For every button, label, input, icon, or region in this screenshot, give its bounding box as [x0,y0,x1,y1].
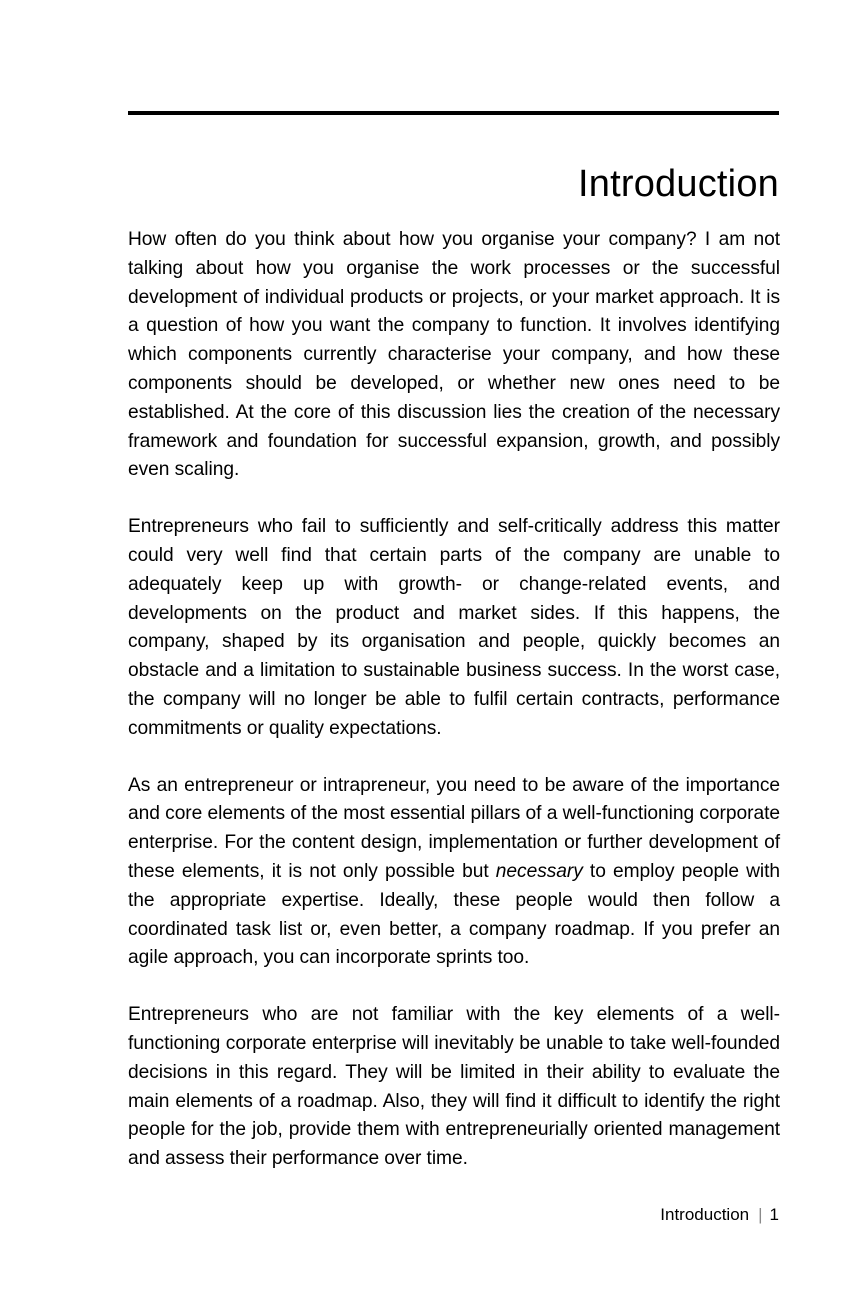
header-rule [128,111,779,115]
paragraph-1-run-1: How often do you think about how you organise your company? I am not talking about how you organise the work processes or the successful development of individual products or projects, or your market approach. It is a question of how you want the company to function. It involves identifying which components currently characterise your company, and how these components should be developed, or whether new ones need to be established. At the core of this discussion lies the creation of the necessary framework and foundation for successful expansion, growth, and possibly even scaling. [128,229,780,481]
paragraph-3-emphasis: necessary [495,860,583,882]
body-text [128,226,780,1174]
footer-chapter-label: Introduction [660,1205,750,1224]
paragraph-3 [128,772,780,974]
page-title: Introduction [578,163,779,206]
paragraph-3-run-3: to employ people with the appropriate expertise. Ideally, these people would then follow a coordinated task list or, even better, a company roadmap. If you prefer an agile approach, you can incorporate sprints too. [128,860,781,969]
page-footer [128,1204,779,1226]
page-number: 1 [769,1205,779,1224]
paragraph-4-run-1: Entrepreneurs who are not familiar with the key elements of a well-functioning corporate enterprise will inevitably be unable to take well-founded decisions in this regard. They will be limited in their ability to evaluate the main elements of a roadmap. Also, they will find it difficult to identify the right people for the job, provide them with entrepreneurially oriented management and assess their performance over time. [128,1004,780,1170]
paragraph-2-run-1: Entrepreneurs who fail to sufficiently and self-critically address this matter could very well find that certain parts of the company are unable to adequately keep up with growth- or change-related events, and developments on the product and market sides. If this happens, the company, shaped by its organisation and people, quickly becomes an obstacle and a limitation to sustainable business success. In the worst case, the company will no longer be able to fulfil certain contracts, performance commitments or quality expectations. [128,516,780,739]
paragraph-4 [128,1001,780,1174]
footer-separator: | [758,1205,763,1224]
paragraph-2 [128,513,780,743]
paragraph-3-run-1: As an entrepreneur or intrapreneur, you need to be aware of the importance and core elements of the most essential pillars of a well-functioning corporate enterprise. For the content design, implementation or further development of these elements, it is not only possible but [128,774,780,882]
paragraph-1 [128,226,780,485]
